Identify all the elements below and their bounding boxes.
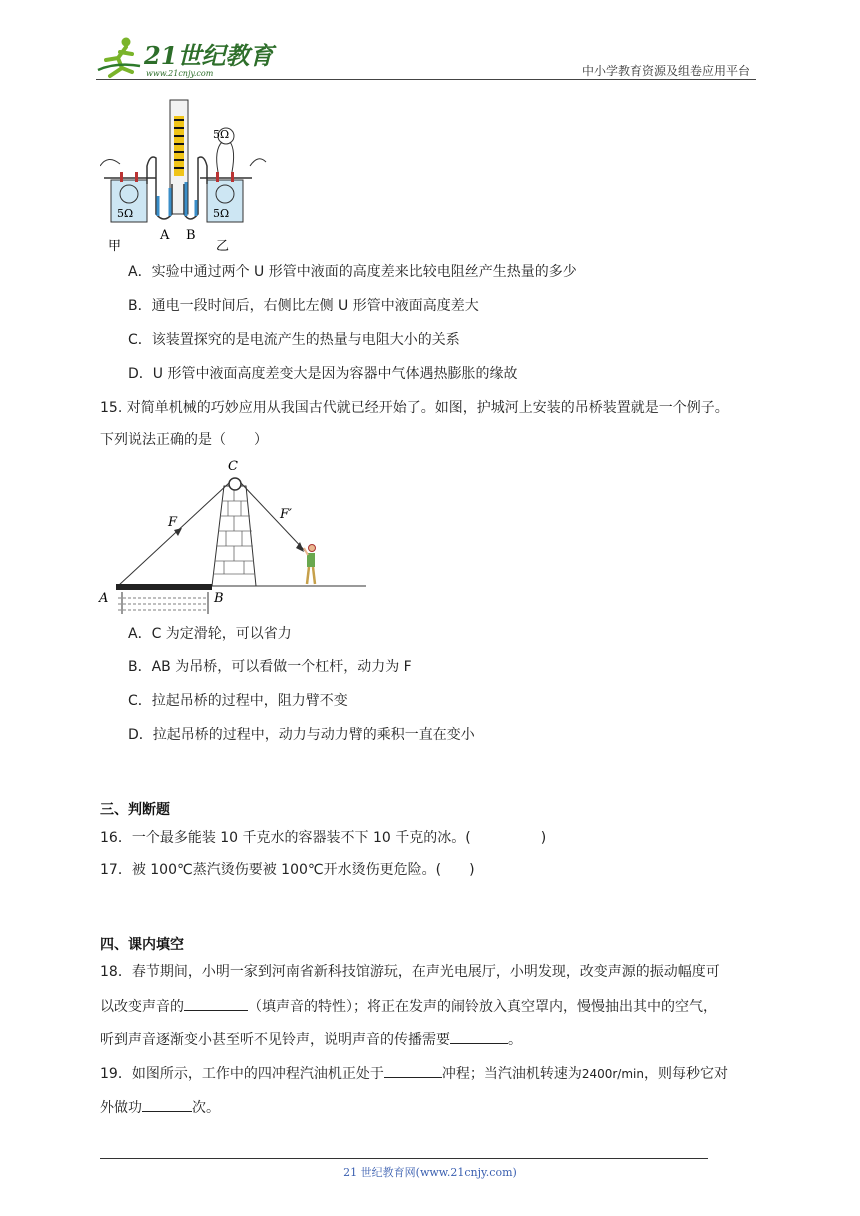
q19-line1-suffix: ，则每秒它对: [643, 1066, 728, 1082]
q19-speed: 2400r/min: [581, 1067, 644, 1081]
drawbridge-figure: [96, 456, 368, 616]
q18-line2: [100, 996, 760, 1017]
resistor-left-label: 5Ω: [117, 207, 134, 220]
tube-a-label: A: [160, 228, 170, 243]
q15-option-d: D．拉起吊桥的过程中，动力与动力臂的乘积一直在变小: [128, 727, 475, 743]
page-header: [96, 28, 756, 80]
q18-line2-suffix: （填声音的特性）；将正在发声的闹铃放入真空罩内，慢慢抽出其中的空气，: [248, 999, 717, 1015]
container-yi-label: 乙: [216, 239, 230, 254]
container-jia-label: 甲: [108, 239, 122, 254]
q19-line2-prefix: 外做功: [100, 1100, 142, 1116]
q15-option-c: C．拉起吊桥的过程中，阻力臂不变: [128, 693, 348, 709]
header-divider: [96, 79, 756, 80]
q14-option-c: C．该装置探究的是电流产生的热量与电阻大小的关系: [128, 332, 460, 348]
footer-text: 21 世纪教育网(www.21cnjy.com): [343, 1166, 517, 1179]
q15-stem-line1: 15. 对简单机械的巧妙应用从我国古代就已经开始了。如图，护城河上安装的吊桥装置就是一个例子。: [100, 400, 729, 416]
logo-url: www.21cnjy.com: [146, 69, 214, 78]
q18-line2-prefix: 以改变声音的: [100, 999, 184, 1015]
joule-heat-apparatus-figure: [100, 96, 270, 254]
q19-line1-mid: 冲程；当汽油机转速为: [441, 1066, 582, 1082]
q15-option-a: A．C 为定滑轮，可以省力: [128, 626, 292, 642]
site-logo: [96, 36, 296, 80]
q19-line2: [100, 1097, 760, 1118]
q18-blank-1[interactable]: [184, 996, 248, 1011]
q19-blank-2[interactable]: [142, 1097, 192, 1112]
point-b-label: B: [214, 591, 224, 606]
q18-line3-prefix: 听到声音逐渐变小甚至听不见铃声，说明声音的传播需要: [100, 1032, 450, 1048]
q17-text: 17．被 100℃蒸汽烫伤要被 100℃开水烫伤更危险。( ): [100, 862, 475, 878]
section-fill-blank-heading: 四、课内填空: [100, 937, 184, 953]
q18-line3: [100, 1029, 760, 1050]
q15-stem-line2: 下列说法正确的是（ ）: [100, 432, 268, 448]
q15-option-b: B．AB 为吊桥，可以看做一个杠杆，动力为 F: [128, 659, 412, 675]
q18-blank-2[interactable]: [450, 1029, 508, 1044]
force-f-prime-label: F′: [280, 507, 292, 522]
logo-text: 21世纪教育: [144, 41, 274, 70]
q14-option-a: A．实验中通过两个 U 形管中液面的高度差来比较电阻丝产生热量的多少: [128, 264, 577, 280]
q14-option-b: B．通电一段时间后，右侧比左侧 U 形管中液面高度差大: [128, 298, 479, 314]
person-pulling-icon: [304, 545, 316, 585]
resistor-parallel-label: 5Ω: [213, 128, 230, 141]
q19-line1: [100, 1063, 760, 1084]
q19-blank-1[interactable]: [384, 1063, 442, 1078]
q18-line3-suffix: 。: [508, 1032, 522, 1048]
runner-icon: [98, 38, 140, 77]
point-a-label: A: [99, 591, 109, 606]
section-true-false-heading: 三、判断题: [100, 802, 170, 818]
q14-option-d: D．U 形管中液面高度差变大是因为容器中气体遇热膨胀的缘故: [128, 366, 518, 382]
tube-b-label: B: [186, 228, 196, 243]
pulley-c-label: C: [228, 459, 238, 474]
q16-text: 16．一个最多能装 10 千克水的容器装不下 10 千克的冰。( ): [100, 830, 547, 846]
header-platform-text: 中小学教育资源及组卷应用平台: [581, 64, 750, 78]
q19-line1-prefix: 19．如图所示，工作中的四冲程汽油机正处于: [100, 1066, 384, 1082]
force-f-label: F: [168, 515, 178, 530]
q18-line1: 18．春节期间，小明一家到河南省新科技馆游玩，在声光电展厅，小明发现，改变声源的振动幅度可: [100, 964, 720, 980]
footer-divider: [100, 1158, 708, 1159]
resistor-right-label: 5Ω: [213, 207, 230, 220]
q19-line2-suffix: 次。: [192, 1100, 220, 1116]
